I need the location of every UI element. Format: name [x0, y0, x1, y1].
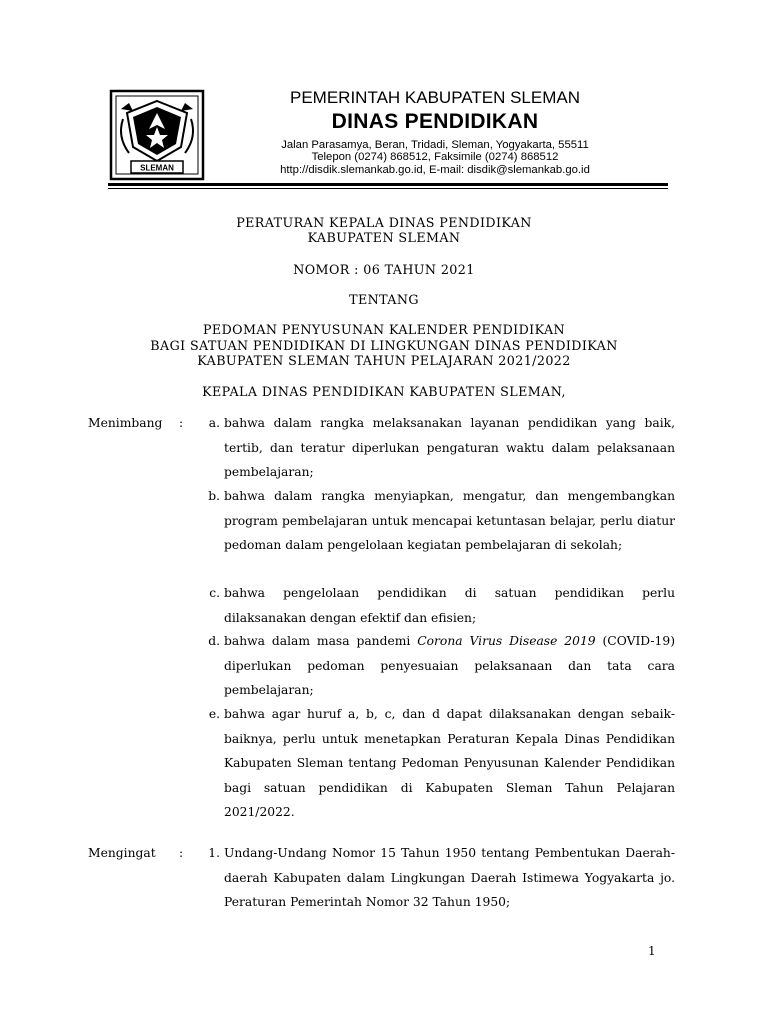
menimbang-mark-e: e.	[208, 707, 220, 721]
mengingat-label: Mengingat	[88, 846, 156, 860]
menimbang-mark-a: a.	[208, 416, 220, 430]
letterhead-rule-thin	[108, 188, 668, 189]
issuing-official: KEPALA DINAS PENDIDIKAN KABUPATEN SLEMAN,	[202, 384, 566, 399]
item-d-disease-name: Corona Virus Disease 2019	[417, 634, 596, 648]
agency-web-email: http://disdik.slemankab.go.id, E-mail: disdik@slemankab.go.id	[280, 164, 590, 176]
regulation-subject-1: PEDOMAN PENYUSUNAN KALENDER PENDIDIKAN	[202, 322, 566, 337]
item-d-text-1: bahwa dalam masa pandemi	[224, 634, 418, 648]
menimbang-mark-c: c.	[209, 586, 220, 600]
sleman-regency-emblem	[109, 89, 205, 181]
regulation-title: PERATURAN KEPALA DINAS PENDIDIKAN	[236, 215, 532, 230]
menimbang-item-e: bahwa agar huruf a, b, c, dan d dapat dilaksanakan dengan sebaik-baiknya, perlu untuk menetapkan Peraturan Kepala Dinas Pendidikan Kabupaten Sleman tentang Pedoman Penyusunan Kalender Pendidikan bagi satuan pendidikan di Kabupaten Sleman Tahun Pelajaran 2021/2022.	[224, 707, 675, 819]
mengingat-mark-1: 1.	[208, 846, 220, 860]
menimbang-colon: :	[179, 416, 184, 430]
regulation-subject-2: BAGI SATUAN PENDIDIKAN DI LINGKUNGAN DINAS PENDIDIKAN	[150, 338, 618, 353]
regulation-about: TENTANG	[349, 292, 419, 307]
agency-phone: Telepon (0274) 868512, Faksimile (0274) 868512	[311, 151, 559, 163]
menimbang-label: Menimbang	[88, 416, 163, 430]
menimbang-item-c: bahwa pengelolaan pendidikan di satuan pendidikan perlu dilaksanakan dengan efektif dan efisien;	[224, 586, 675, 625]
government-name: PEMERINTAH KABUPATEN SLEMAN	[290, 88, 580, 107]
letterhead-rule-thick	[108, 183, 668, 186]
menimbang-item-b: bahwa dalam rangka menyiapkan, mengatur, dan mengembangkan program pembelajaran untuk mencapai ketuntasan belajar, perlu diatur pedoman dalam pengelolaan kegiatan pembelajaran di sekolah;	[224, 489, 675, 552]
page-number: 1	[648, 944, 656, 958]
regulation-region: KABUPATEN SLEMAN	[307, 230, 461, 245]
mengingat-colon: :	[179, 846, 184, 860]
item-d-text-2: (COVID-19) diperlukan pedoman penyesuaian pelaksanaan dan tata cara pembelajaran;	[224, 634, 675, 697]
menimbang-item-a: bahwa dalam rangka melaksanakan layanan pendidikan yang baik, tertib, dan teratur diperlukan pengaturan waktu dalam pelaksanaan pembelajaran;	[224, 416, 675, 479]
regulation-number: NOMOR : 06 TAHUN 2021	[293, 262, 475, 277]
regulation-subject-3: KABUPATEN SLEMAN TAHUN PELAJARAN 2021/2022	[197, 353, 571, 368]
menimbang-mark-b: b.	[208, 489, 220, 503]
agency-name: DINAS PENDIDIKAN	[331, 110, 539, 133]
menimbang-mark-d: d.	[208, 634, 220, 648]
svg-text:SLEMAN: SLEMAN	[140, 163, 174, 173]
agency-address: Jalan Parasamya, Beran, Tridadi, Sleman, Yogyakarta, 55511	[281, 139, 589, 151]
menimbang-item-d	[224, 629, 675, 703]
mengingat-item-1: Undang-Undang Nomor 15 Tahun 1950 tentang Pembentukan Daerah-daerah Kabupaten dalam Lingkungan Daerah Istimewa Yogyakarta jo. Peraturan Pemerintah Nomor 32 Tahun 1950;	[224, 846, 675, 909]
